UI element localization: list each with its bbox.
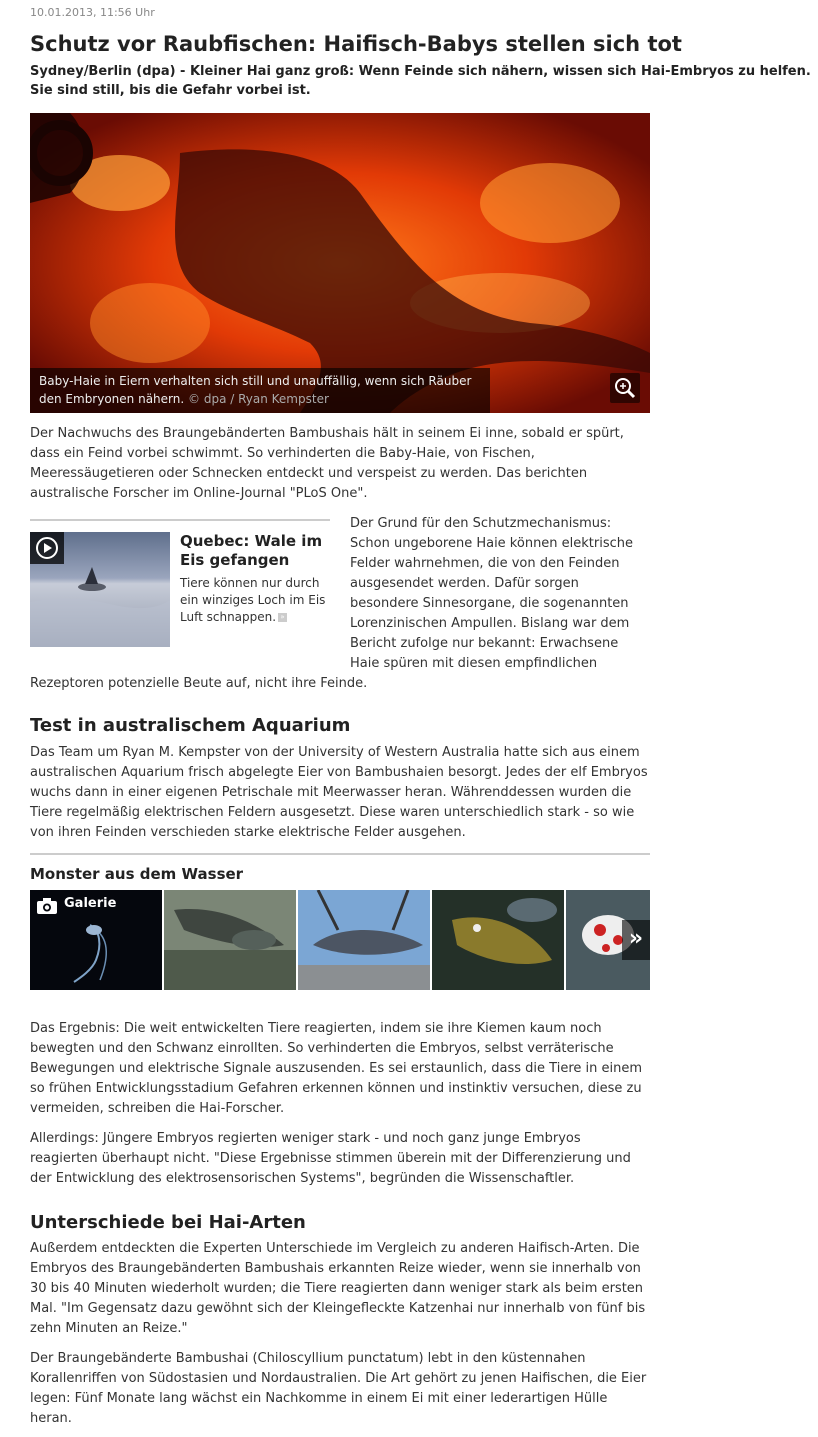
gallery-thumb-1[interactable] <box>30 890 162 990</box>
hero-caption <box>30 368 490 413</box>
subheading-species: Unterschiede bei Hai-Arten <box>30 1212 306 1233</box>
teaser-thumbnail[interactable] <box>30 532 170 647</box>
more-arrow-icon[interactable]: » <box>278 613 287 622</box>
hero-credit: © dpa / Ryan Kempster <box>188 392 329 406</box>
teaser-text-body: Tiere können nur durch ein winziges Loch im Eis Luft schnappen. <box>180 576 326 624</box>
paragraph-1: Der Nachwuchs des Braungebänderten Bambushais hält in seinem Ei inne, sobald er spürt, dass ein Feind vorbei schwimmt. So verhinderten die Baby-Haie, von Fischen, Meeressäugetieren oder Schnecken entdeckt und verspeist zu werden. Das berichten australische Forscher im Online-Journal "PLoS One". <box>30 426 624 501</box>
gallery-thumb-2[interactable] <box>164 890 296 990</box>
paragraph-4: Das Ergebnis: Die weit entwickelten Tiere reagierten, indem sie ihre Kiemen kaum noch bewegten und den Schwanz einrollten. So verhinderten die Embryos, selbst verräterische Bewegungen und elektrische Signale auszusenden. Es sei erstaunlich, dass die Tiere in einem so frühen Entwicklungsstadium Gefahren erkennen können und instinktiv versuchen, diese zu vermeiden, schreiben die Hai-Forscher. <box>30 1021 643 1116</box>
subheading-aquarium: Test in australischem Aquarium <box>30 715 351 736</box>
gallery-next-button[interactable]: » <box>622 920 650 960</box>
teaser-title[interactable]: Quebec: Wale im Eis gefangen <box>180 532 323 569</box>
paragraph-3: Das Team um Ryan M. Kempster von der University of Western Australia hatte sich aus einem australischen Aquarium frisch abgelegte Eier von Bambushaien besorgt. Jedes der elf Embryos wuchs dann in einer eigenen Petrischale mit Meerwasser heran. Währenddessen wurden die Tiere regelmäßig elektrischen Feldern ausgesetzt. Diese waren unterschiedlich stark - so wie von ihren Feinden verschieden starke elektrische Felder ausgehen. <box>30 745 648 840</box>
gallery-thumb-4[interactable] <box>432 890 564 990</box>
hero-image[interactable] <box>30 113 650 413</box>
paragraph-2: Der Grund für den Schutzmechanismus: Schon ungeborene Haie können elektrische Felder wahrnehmen, die von den Feinden ausgesendet werden. Dafür sorgen besondere Sinnesorgane, die sogenannten Lorenzinischen Ampullen. Bislang war dem Bericht zufolge nur bekannt: Erwachsene Haie spüren mit diesen empfindlichen <box>350 516 634 671</box>
gallery-title: Monster aus dem Wasser <box>30 865 244 883</box>
article-date: 10.01.2013, 11:56 Uhr <box>30 6 155 19</box>
paragraph-6: Außerdem entdeckten die Experten Unterschiede im Vergleich zu anderen Haifisch-Arten. Die Embryos des Braungebänderten Bambushais erkannten Reize wieder, wenn sie innerhalb von 30 bis 40 Minuten wiederholt wurden; die Tiere reagierten dann weniger stark als beim ersten Mal. "Im Gegensatz dazu gewöhnt sich der Kleingefleckte Katzenhai nur innerhalb von fünf bis zehn Minuten an Reize." <box>30 1241 646 1336</box>
gallery-thumb-3[interactable] <box>298 890 430 990</box>
camera-icon <box>36 897 58 915</box>
paragraph-2-continued: Rezeptoren potenzielle Beute auf, nicht ihre Feinde. <box>30 676 368 691</box>
hero-caption-text: Baby-Haie in Eiern verhalten sich still und unauffällig, wenn sich Räuber den Embryonen nähern. <box>39 374 472 406</box>
play-icon[interactable] <box>30 532 64 564</box>
article-headline: Schutz vor Raubfischen: Haifisch-Babys stellen sich tot <box>30 32 682 56</box>
video-teaser[interactable] <box>30 519 330 624</box>
gallery-label: Galerie <box>64 896 117 911</box>
paragraph-7: Der Braungebänderte Bambushai (Chiloscyllium punctatum) lebt in den küstennahen Korallenriffen von Südostasien und Nordaustralien. Die Art gehört zu jenen Haifischen, die Eier legen: Fünf Monate lang wächst ein Nachkomme in einem Ei mit einer lederartigen Hülle heran. <box>30 1351 647 1426</box>
teaser-text <box>180 575 330 626</box>
gallery <box>30 853 650 951</box>
gallery-thumb-5[interactable] <box>566 890 650 990</box>
paragraph-5: Allerdings: Jüngere Embryos regierten weniger stark - und noch ganz junge Embryos reagierten überhaupt nicht. "Diese Ergebnisse stimmen überein mit der Differenzierung und der Entwicklung des elektrosensorischen Systems", begründen die Wissenschaftler. <box>30 1131 631 1186</box>
zoom-icon[interactable] <box>610 373 640 403</box>
article-lead: Sydney/Berlin (dpa) - Kleiner Hai ganz groß: Wenn Feinde sich nähern, wissen sich Hai-Embryos zu helfen. Sie sind still, bis die Gefahr vorbei ist. <box>30 64 811 98</box>
